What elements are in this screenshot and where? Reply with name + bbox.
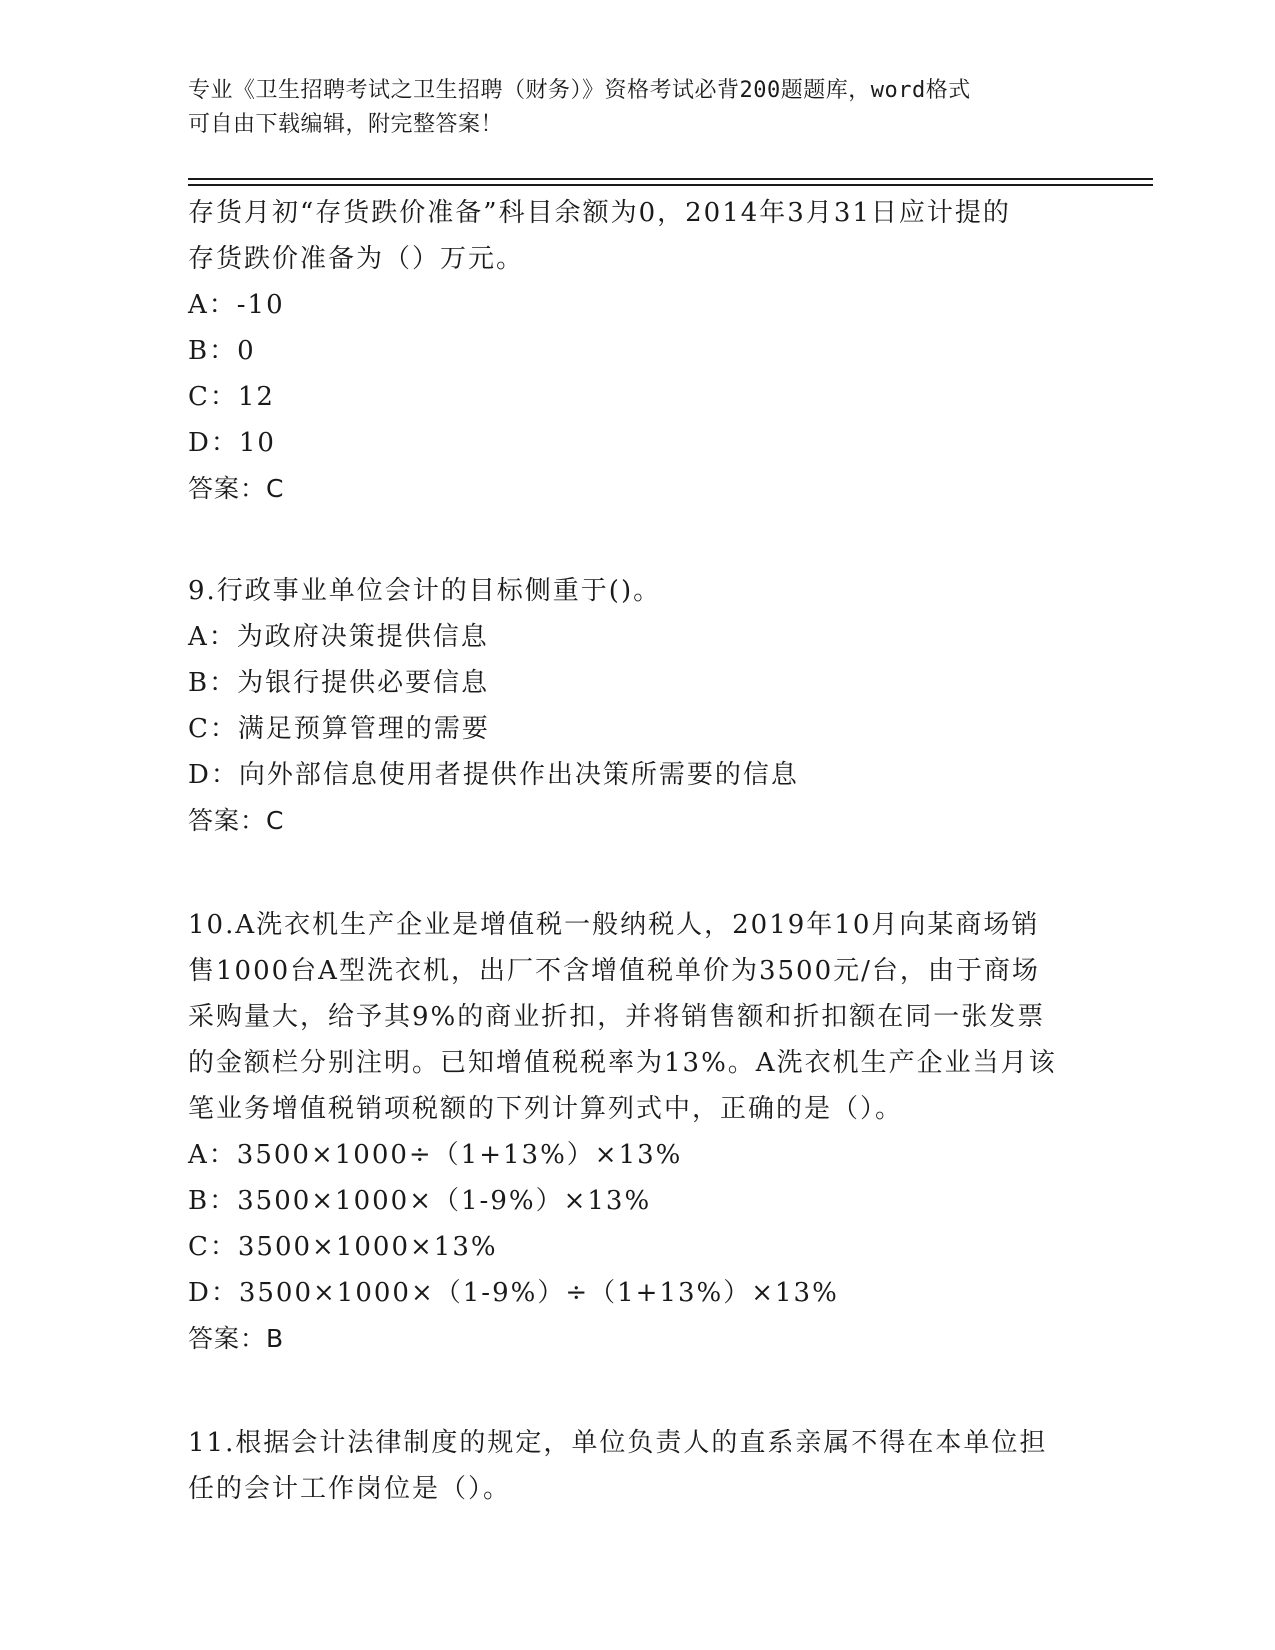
option-d: D：3500×1000×（1-9%）÷（1+13%）×13% xyxy=(188,1278,839,1308)
header-line-1: 专业《卫生招聘考试之卫生招聘（财务）》资格考试必背200题题库，word格式 xyxy=(188,78,971,103)
question-stem: 的金额栏分别注明。已知增值税税率为13%。A洗衣机生产企业当月该 xyxy=(188,1048,1057,1078)
header-line-2: 可自由下载编辑，附完整答案！ xyxy=(188,112,504,137)
document-body xyxy=(188,190,1088,1512)
option-b: B：为银行提供必要信息 xyxy=(188,668,490,698)
spacer xyxy=(188,512,1088,568)
option-d: D：10 xyxy=(188,428,276,458)
question-stem: 采购量大，给予其9%的商业折扣，并将销售额和折扣额在同一张发票 xyxy=(188,1002,1046,1032)
question-stem: 任的会计工作岗位是（）。 xyxy=(188,1474,512,1504)
spacer xyxy=(188,1362,1088,1420)
question-9 xyxy=(188,568,1088,844)
question-11 xyxy=(188,1420,1088,1512)
question-stem: 10.A洗衣机生产企业是增值税一般纳税人，2019年10月向某商场销 xyxy=(188,910,1040,940)
option-c: C：3500×1000×13% xyxy=(188,1232,498,1262)
option-c: C：满足预算管理的需要 xyxy=(188,714,490,744)
header-rule-bottom xyxy=(188,184,1153,186)
option-b: B：3500×1000×（1-9%）×13% xyxy=(188,1186,652,1216)
answer: 答案：C xyxy=(188,806,285,835)
option-a: A：-10 xyxy=(188,290,285,320)
answer: 答案：B xyxy=(188,1324,285,1353)
document-header xyxy=(188,74,1088,142)
question-stem: 9.行政事业单位会计的目标侧重于()。 xyxy=(188,576,662,606)
question-stem: 存货月初“存货跌价准备”科目余额为0，2014年3月31日应计提的 xyxy=(188,198,1011,228)
question-stem: 11.根据会计法律制度的规定，单位负责人的直系亲属不得在本单位担 xyxy=(188,1428,1048,1458)
spacer xyxy=(188,844,1088,902)
header-rule-top xyxy=(188,178,1153,180)
option-a: A：3500×1000÷（1+13%）×13% xyxy=(188,1140,683,1170)
question-stem: 售1000台A型洗衣机，出厂不含增值税单价为3500元/台，由于商场 xyxy=(188,956,1040,986)
option-b: B：0 xyxy=(188,336,256,366)
question-10 xyxy=(188,902,1088,1362)
option-d: D：向外部信息使用者提供作出决策所需要的信息 xyxy=(188,760,799,790)
answer: 答案：C xyxy=(188,474,285,503)
question-8 xyxy=(188,190,1088,512)
question-stem: 笔业务增值税销项税额的下列计算列式中，正确的是（）。 xyxy=(188,1094,904,1124)
option-a: A：为政府决策提供信息 xyxy=(188,622,489,652)
option-c: C：12 xyxy=(188,382,275,412)
question-stem: 存货跌价准备为（）万元。 xyxy=(188,244,525,274)
